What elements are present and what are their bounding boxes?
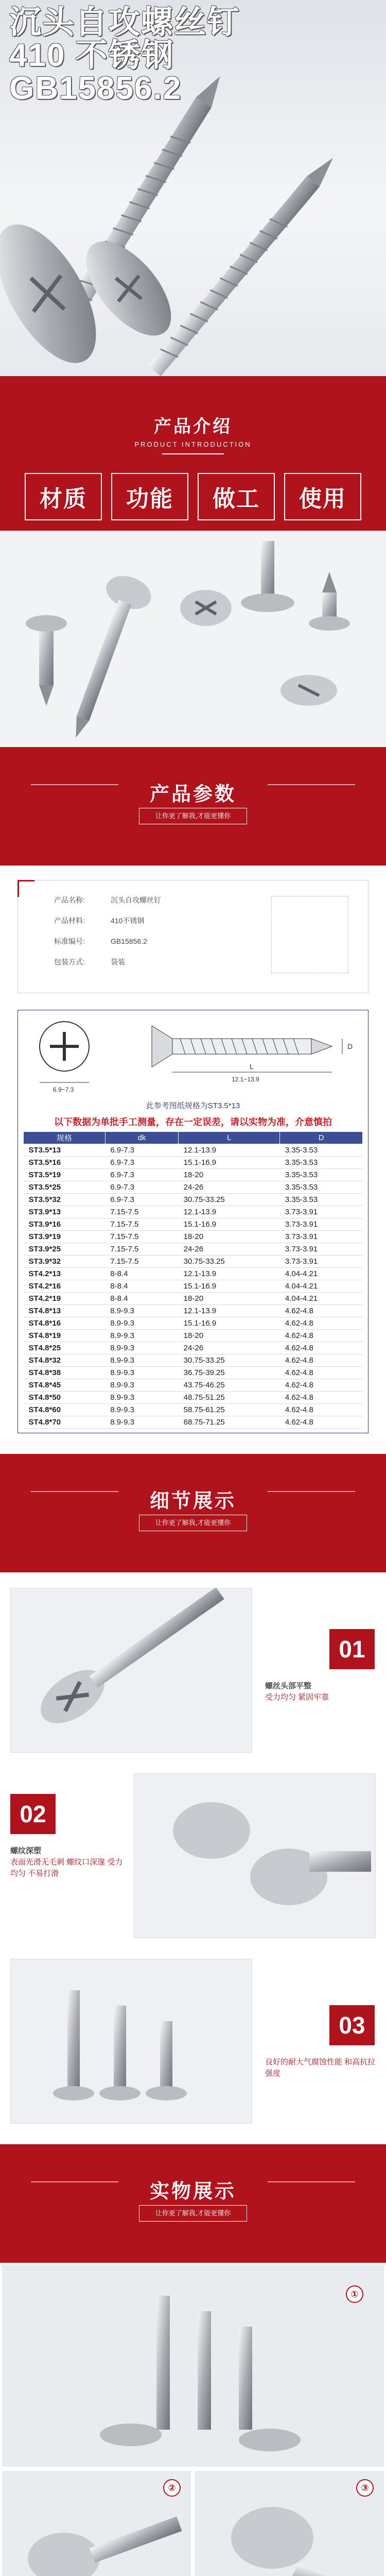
table-cell: 18-20: [179, 1169, 280, 1181]
table-cell: ST4.2*19: [24, 1293, 106, 1305]
real-screw-image: [2, 2265, 386, 2469]
col-header-spec: 规格: [24, 1132, 106, 1144]
spec-table: [23, 1131, 363, 1429]
table-cell: 12.1-13.9: [179, 1144, 280, 1157]
technical-drawing-svg: [23, 1015, 363, 1098]
intro-section: [0, 376, 386, 531]
details-banner: [0, 1454, 386, 1572]
table-cell: ST3.9*32: [24, 1256, 106, 1268]
table-cell: ST3.9*16: [24, 1218, 106, 1231]
detail-caption-title: 螺纹深塑: [10, 1846, 42, 1855]
table-row: [24, 1404, 363, 1416]
table-cell: ST4.8*19: [24, 1330, 106, 1342]
info-value: 沉头自攻螺丝钉: [111, 896, 161, 904]
table-cell: 15.1-16.9: [179, 1280, 280, 1293]
table-row: [24, 1181, 363, 1194]
table-cell: 4.62-4.8: [280, 1305, 363, 1317]
table-cell: 8-8.4: [105, 1280, 178, 1293]
table-cell: 4.04-4.21: [280, 1293, 363, 1305]
table-cell: 7.15-7.5: [105, 1243, 178, 1256]
details-title: 细节展示: [149, 1490, 236, 1512]
table-cell: 3.73-3.91: [280, 1256, 363, 1268]
hero-screws-image: [0, 0, 386, 376]
detail-caption: [265, 1681, 378, 1703]
real-subtitle: 让你更了解我,才能更懂你: [139, 2205, 247, 2222]
table-cell: 12.1-13.9: [179, 1206, 280, 1218]
hero-title-line: 410 不锈钢: [9, 38, 174, 73]
info-key: 标准编号:: [54, 937, 85, 945]
screws-group-image: [0, 531, 386, 747]
details-subtitle: 让你更了解我,才能更懂你: [139, 1515, 247, 1531]
table-cell: 3.35-3.53: [280, 1181, 363, 1194]
table-cell: 8.9-9.3: [105, 1317, 178, 1330]
table-cell: 30.75-33.25: [179, 1256, 280, 1268]
table-cell: 48.75-51.25: [179, 1392, 280, 1404]
table-cell: 3.73-3.91: [280, 1218, 363, 1231]
table-cell: 7.15-7.5: [105, 1231, 178, 1243]
detail-photo-thread: [134, 1773, 376, 1938]
spec-section: [17, 1010, 369, 1433]
table-cell: 36.75-39.25: [179, 1367, 280, 1379]
details-section: [0, 1588, 386, 2129]
params-subtitle: 让你更了解我,才能更懂你: [139, 808, 247, 824]
table-cell: 4.62-4.8: [280, 1330, 363, 1342]
product-info-box: [17, 880, 369, 993]
detail-item: [0, 1588, 386, 1758]
table-row: [24, 1243, 363, 1256]
table-cell: 4.04-4.21: [280, 1280, 363, 1293]
table-cell: ST3.5*16: [24, 1157, 106, 1169]
tag-material: 材质: [25, 473, 102, 520]
params-title: 产品参数: [149, 784, 236, 805]
table-cell: 3.73-3.91: [280, 1243, 363, 1256]
table-row: [24, 1330, 363, 1342]
real-banner: [0, 2144, 386, 2263]
table-cell: 3.73-3.91: [280, 1206, 363, 1218]
table-cell: ST3.5*13: [24, 1144, 106, 1157]
intro-divider: [162, 453, 224, 454]
table-cell: 12.1-13.9: [179, 1268, 280, 1280]
col-header-dk: dk: [105, 1132, 178, 1144]
table-row: [24, 1342, 363, 1354]
detail-number: 02: [10, 1794, 56, 1834]
table-cell: 15.1-16.9: [179, 1317, 280, 1330]
length-axis-letter: L: [250, 1062, 254, 1071]
detail-screw-image: [134, 1774, 376, 1938]
detail-number: 03: [329, 2005, 375, 2045]
table-cell: 8.9-9.3: [105, 1330, 178, 1342]
table-cell: 4.62-4.8: [280, 1367, 363, 1379]
detail-caption: [10, 1845, 124, 1879]
table-row: [24, 1354, 363, 1367]
table-cell: 7.15-7.5: [105, 1256, 178, 1268]
table-cell: 6.9-7.3: [105, 1181, 178, 1194]
table-cell: 4.62-4.8: [280, 1342, 363, 1354]
table-cell: 30.75-33.25: [179, 1194, 280, 1206]
table-cell: 3.35-3.53: [280, 1194, 363, 1206]
table-cell: 6.9-7.3: [105, 1144, 178, 1157]
table-cell: ST4.8*38: [24, 1367, 106, 1379]
intro-title: 产品介绍: [154, 417, 232, 436]
table-cell: ST4.8*25: [24, 1342, 106, 1354]
spec-table-body: [24, 1144, 363, 1429]
table-cell: ST3.5*32: [24, 1194, 106, 1206]
table-cell: 8.9-9.3: [105, 1392, 178, 1404]
table-cell: 43.75-46.25: [179, 1379, 280, 1392]
real-photo-2: [0, 2469, 193, 2576]
detail-caption: [265, 2057, 378, 2079]
table-row: [24, 1231, 363, 1243]
table-row: [24, 1268, 363, 1280]
table-cell: 8-8.4: [105, 1268, 178, 1280]
detail-screw-image: [11, 1588, 252, 1753]
table-cell: ST4.8*16: [24, 1317, 106, 1330]
table-cell: 3.35-3.53: [280, 1169, 363, 1181]
detail-photo-group: [10, 1959, 252, 2124]
real-photo-1: [0, 2263, 386, 2469]
hero-title-line: 沉头自攻螺丝钉: [9, 5, 240, 40]
length-dimension-label: 12.1~13.9: [232, 1076, 259, 1083]
table-cell: 15.1-16.9: [179, 1218, 280, 1231]
tag-workmanship: 做工: [198, 473, 275, 520]
table-header-row: [24, 1132, 363, 1144]
spec-warning: 以下数据为单批手工测量，存在一定误差，请以实物为准，介意慎拍: [54, 1117, 332, 1127]
table-row: [24, 1256, 363, 1268]
table-cell: 30.75-33.25: [179, 1354, 280, 1367]
detail-caption-desc: 表面光滑无毛刺 螺纹口深邃 受力均匀 不易打滑: [10, 1858, 123, 1878]
table-cell: 4.62-4.8: [280, 1404, 363, 1416]
table-cell: ST4.8*50: [24, 1392, 106, 1404]
table-cell: 7.15-7.5: [105, 1206, 178, 1218]
real-photo-3: [193, 2469, 386, 2576]
table-cell: 4.04-4.21: [280, 1268, 363, 1280]
real-number: ③: [356, 2479, 374, 2497]
table-cell: 15.1-16.9: [179, 1157, 280, 1169]
tag-function: 功能: [111, 473, 188, 520]
product-thumbnail: [271, 896, 348, 973]
table-row: [24, 1379, 363, 1392]
table-cell: 24-26: [179, 1342, 280, 1354]
table-cell: 8.9-9.3: [105, 1416, 178, 1429]
table-cell: 4.62-4.8: [280, 1392, 363, 1404]
table-cell: ST4.2*13: [24, 1268, 106, 1280]
table-cell: 6.9-7.3: [105, 1157, 178, 1169]
table-cell: 8.9-9.3: [105, 1379, 178, 1392]
table-cell: ST4.8*70: [24, 1416, 106, 1429]
table-cell: 24-26: [179, 1243, 280, 1256]
intro-subtitle: PRODUCT INTRODUCTION: [134, 440, 252, 448]
table-row: [24, 1206, 363, 1218]
table-cell: 4.62-4.8: [280, 1317, 363, 1330]
table-cell: 4.62-4.8: [280, 1379, 363, 1392]
table-row: [24, 1144, 363, 1157]
table-cell: 3.35-3.53: [280, 1157, 363, 1169]
technical-drawing: [23, 1015, 363, 1098]
intro-photo: [0, 531, 386, 747]
table-cell: ST3.9*25: [24, 1243, 106, 1256]
detail-photo-head: [10, 1588, 252, 1753]
info-key: 包装方式:: [54, 958, 85, 966]
table-cell: 18-20: [179, 1231, 280, 1243]
table-row: [24, 1392, 363, 1404]
real-gallery: [0, 2263, 386, 2576]
table-cell: 58.75-61.25: [179, 1404, 280, 1416]
table-cell: 8.9-9.3: [105, 1305, 178, 1317]
table-cell: ST3.5*19: [24, 1169, 106, 1181]
table-cell: 8.9-9.3: [105, 1342, 178, 1354]
table-cell: 4.62-4.8: [280, 1354, 363, 1367]
table-row: [24, 1157, 363, 1169]
info-key: 产品名称:: [54, 896, 85, 904]
spec-note: 此参考图纸规格为ST3.5*13: [146, 1101, 240, 1110]
info-key: 产品材料:: [54, 917, 85, 925]
detail-item: [0, 1959, 386, 2129]
table-cell: ST4.8*13: [24, 1305, 106, 1317]
detail-caption-desc: 受力均匀 紧固牢靠: [265, 1693, 329, 1702]
table-cell: 8.9-9.3: [105, 1354, 178, 1367]
detail-caption-title: 螺丝头部平整: [265, 1682, 312, 1690]
table-row: [24, 1293, 363, 1305]
table-cell: 24-26: [179, 1181, 280, 1194]
real-number: ②: [163, 2479, 181, 2497]
table-row: [24, 1367, 363, 1379]
table-cell: 6.9-7.3: [105, 1169, 178, 1181]
info-value: 410不锈钢: [111, 917, 145, 925]
tag-usage: 使用: [284, 473, 361, 520]
hero-section: [0, 0, 386, 376]
table-cell: ST3.9*19: [24, 1231, 106, 1243]
table-row: [24, 1280, 363, 1293]
table-cell: 3.35-3.53: [280, 1144, 363, 1157]
table-cell: 12.1-13.9: [179, 1305, 280, 1317]
col-header-d: D: [280, 1132, 363, 1144]
detail-number: 01: [329, 1629, 375, 1669]
real-title: 实物展示: [149, 2181, 236, 2202]
table-cell: 4.62-4.8: [280, 1416, 363, 1429]
detail-item: [0, 1773, 386, 1943]
table-cell: ST4.8*32: [24, 1354, 106, 1367]
real-number: ①: [346, 2285, 363, 2303]
detail-caption-desc: 良好的耐大气腐蚀性能 和高抗拉强度: [265, 2058, 376, 2078]
params-banner: [0, 747, 386, 866]
table-row: [24, 1305, 363, 1317]
table-cell: 18-20: [179, 1330, 280, 1342]
table-cell: 18-20: [179, 1293, 280, 1305]
detail-screw-image: [11, 1959, 252, 2124]
table-cell: 3.73-3.91: [280, 1231, 363, 1243]
table-cell: ST3.5*25: [24, 1181, 106, 1194]
hero-title-line: GB15856.2: [9, 71, 182, 106]
table-row: [24, 1218, 363, 1231]
table-row: [24, 1194, 363, 1206]
info-value: GB15856.2: [111, 937, 147, 945]
head-dimension-label: 6.9~7.3: [53, 1086, 74, 1093]
table-cell: 6.9-7.3: [105, 1194, 178, 1206]
info-value: 袋装: [111, 958, 125, 966]
diameter-label: D: [347, 1042, 353, 1050]
table-cell: ST4.8*60: [24, 1404, 106, 1416]
table-cell: ST3.9*13: [24, 1206, 106, 1218]
table-cell: ST4.8*45: [24, 1379, 106, 1392]
table-row: [24, 1416, 363, 1429]
col-header-l: L: [179, 1132, 280, 1144]
table-cell: 8-8.4: [105, 1293, 178, 1305]
intro-tags: [0, 473, 386, 520]
table-row: [24, 1317, 363, 1330]
table-cell: 7.15-7.5: [105, 1218, 178, 1231]
table-cell: 8.9-9.3: [105, 1367, 178, 1379]
table-row: [24, 1169, 363, 1181]
table-cell: 8.9-9.3: [105, 1404, 178, 1416]
table-cell: ST4.2*16: [24, 1280, 106, 1293]
params-section: [0, 866, 386, 998]
table-cell: 68.75-71.25: [179, 1416, 280, 1429]
